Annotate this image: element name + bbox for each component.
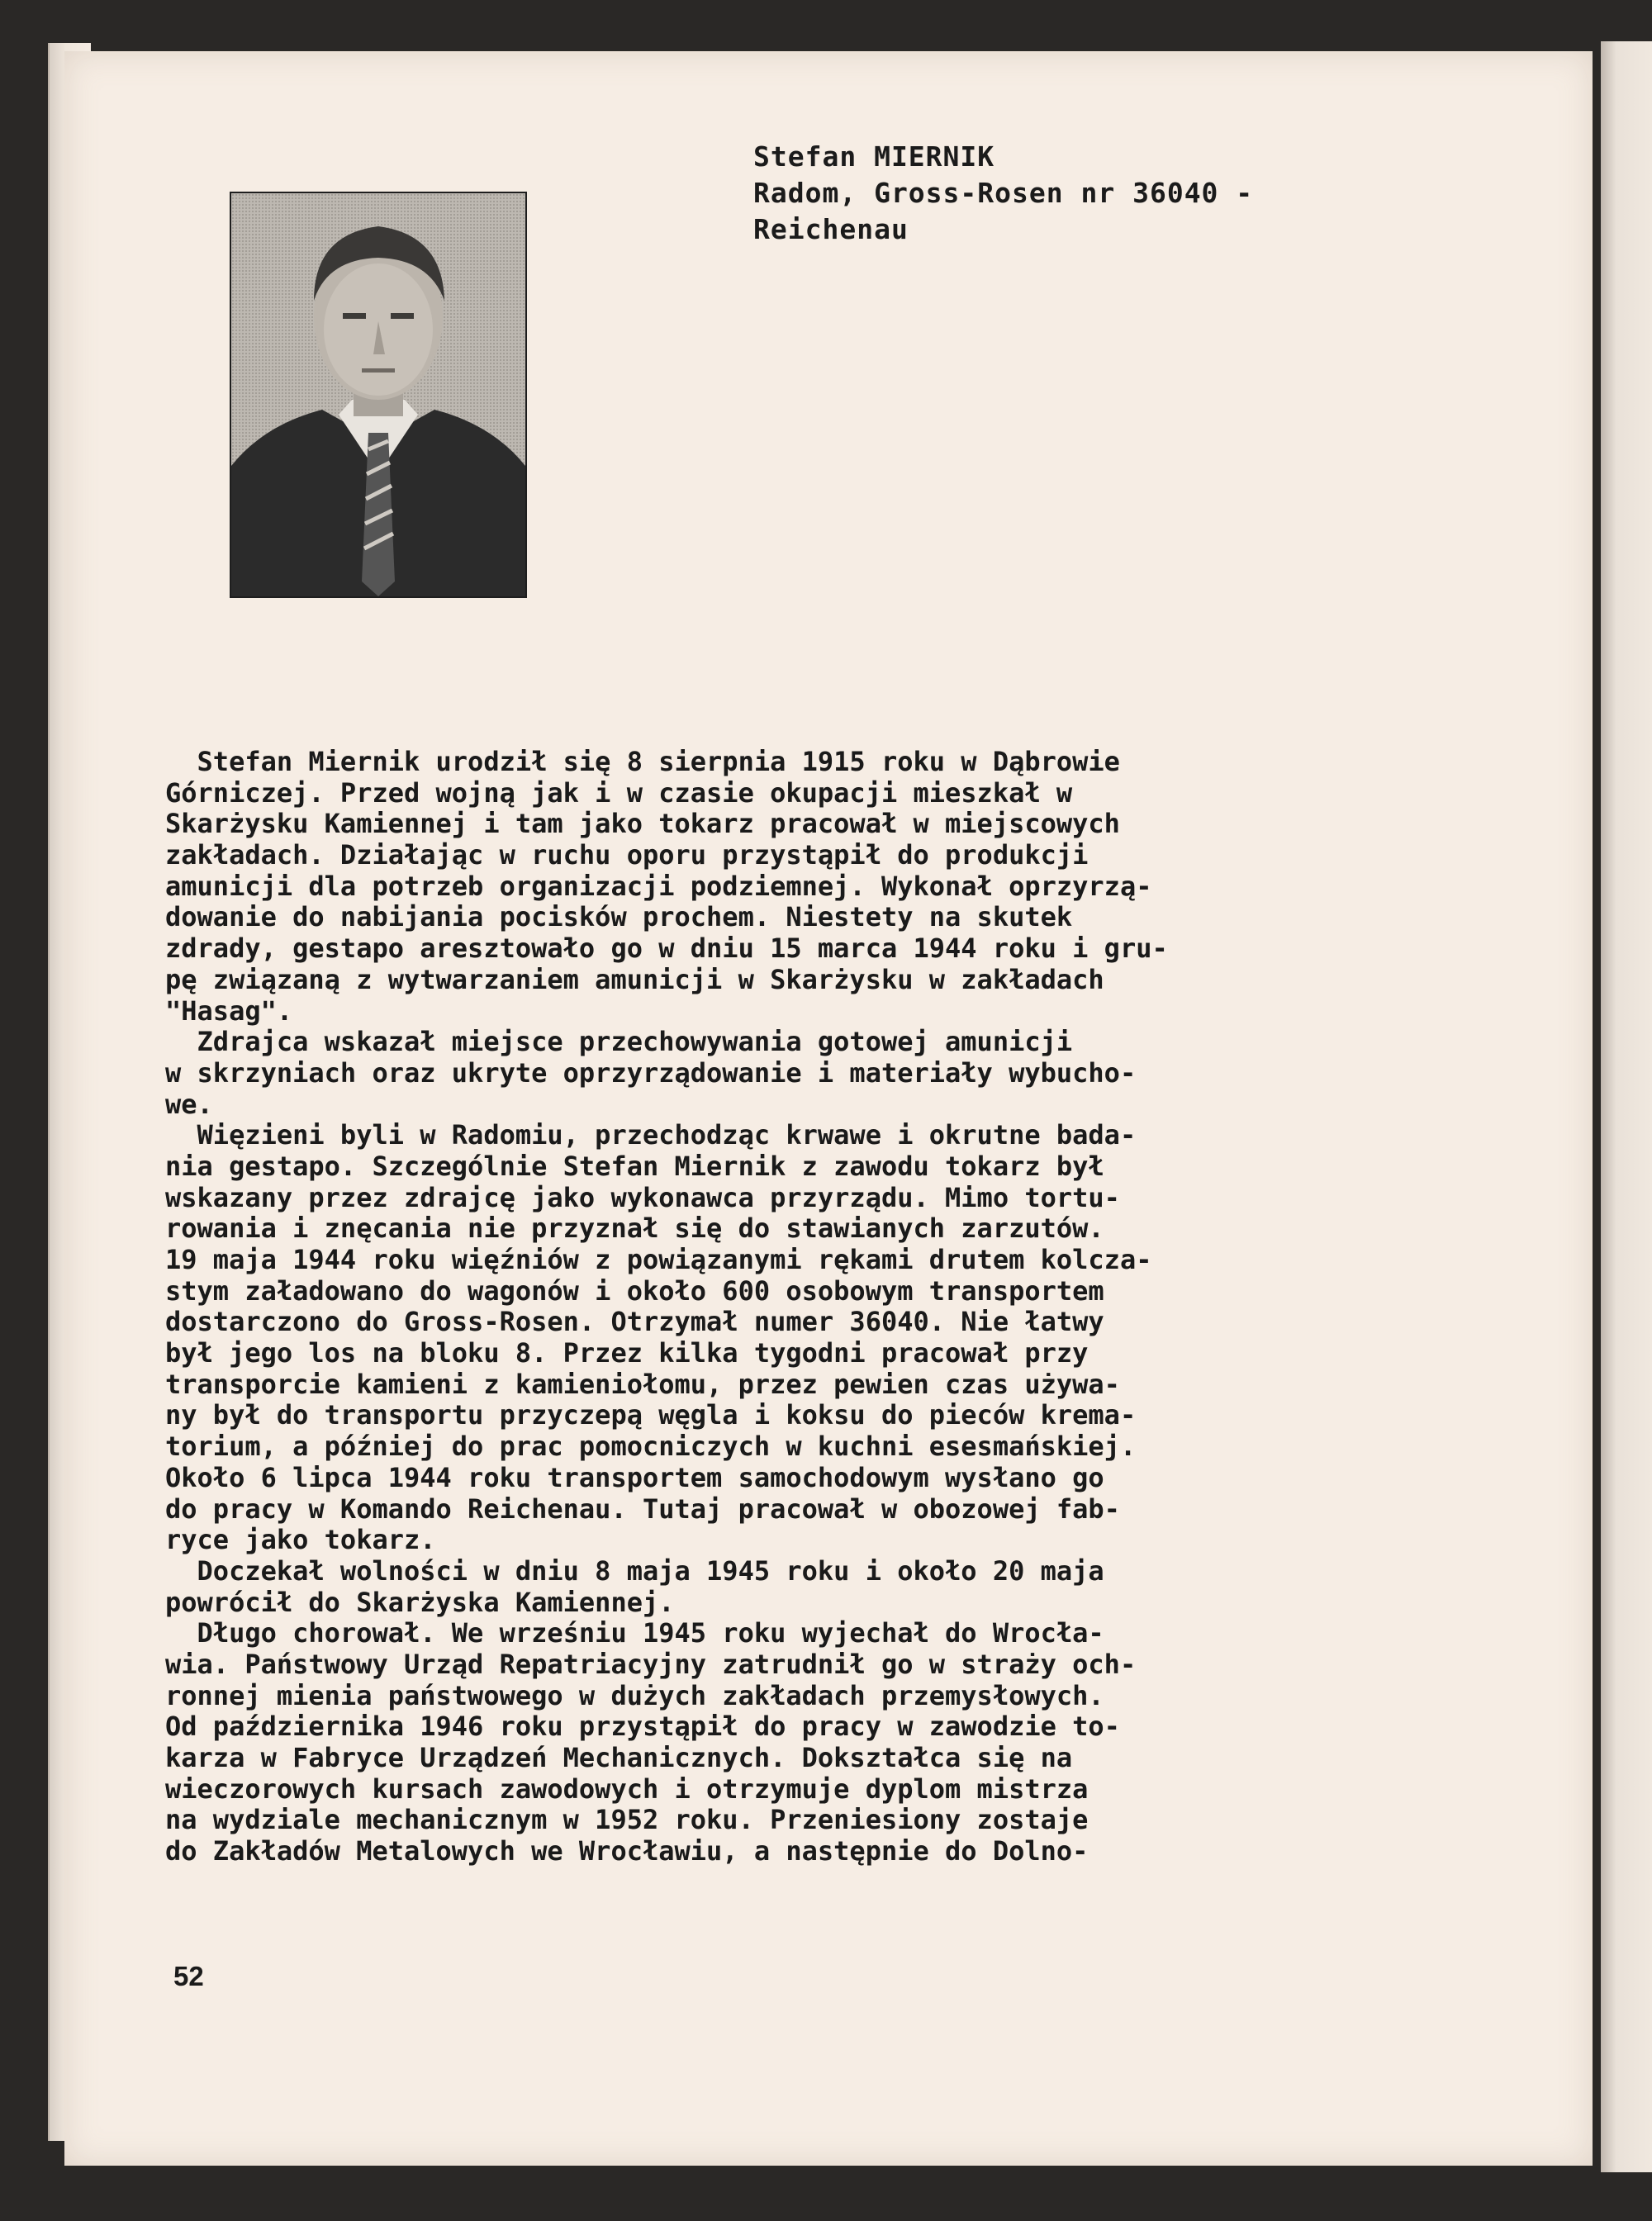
person-name: Stefan MIERNIK <box>753 140 995 173</box>
biography-text <box>165 747 1396 1867</box>
text-line: 19 maja 1944 roku więźniów z powiązanymi rękami drutem kolcza- <box>165 1244 1152 1275</box>
text-line: ryce jako tokarz. <box>165 1524 436 1556</box>
text-line: Około 6 lipca 1944 roku transportem samochodowym wysłano go <box>165 1461 1104 1493</box>
text-line: Górniczej. Przed wojną jak i w czasie okupacji mieszkał w <box>165 776 1073 809</box>
text-line: we. <box>165 1088 213 1120</box>
page-number: 52 <box>173 1961 204 1991</box>
text-line: Długo chorował. We wrześniu 1945 roku wyjechał do Wrocła- <box>165 1617 1104 1649</box>
text-line: nia gestapo. Szczególnie Stefan Miernik z zawodu tokarz był <box>165 1150 1104 1182</box>
text-line: dowanie do nabijania pocisków prochem. Niestety na skutek <box>165 901 1073 933</box>
text-line: rowania i znęcania nie przyznał się do stawianych zarzutów. <box>165 1213 1104 1245</box>
portrait-photo <box>230 192 527 598</box>
text-line: Od października 1946 roku przystąpił do pracy w zawodzie to- <box>165 1711 1120 1743</box>
facing-page-edge <box>1601 41 1652 2172</box>
person-camps-continued: Reichenau <box>753 213 909 245</box>
person-header <box>753 139 1414 248</box>
portrait-image <box>231 193 525 596</box>
text-line: do pracy w Komando Reichenau. Tutaj pracował w obozowej fab- <box>165 1493 1120 1525</box>
text-line: karza w Fabryce Urządzeń Mechanicznych. Dokształca się na <box>165 1742 1073 1773</box>
text-line: wskazany przez zdrajcę jako wykonawca przyrządu. Mimo tortu- <box>165 1181 1120 1213</box>
text-line: Więzieni byli w Radomiu, przechodząc krwawe i okrutne bada- <box>165 1119 1137 1151</box>
text-line: był jego los na bloku 8. Przez kilka tygodni pracował przy <box>165 1337 1089 1369</box>
text-line: ny był do transportu przyczepą węgla i koksu do pieców krema- <box>165 1399 1137 1431</box>
text-line: Zdrajca wskazał miejsce przechowywania gotowej amunicji <box>165 1026 1073 1058</box>
text-line: w skrzyniach oraz ukryte oprzyrządowanie i materiały wybucho- <box>165 1056 1137 1089</box>
text-line: stym załadowano do wagonów i około 600 osobowym transportem <box>165 1274 1104 1307</box>
text-line: dostarczono do Gross-Rosen. Otrzymał numer 36040. Nie łatwy <box>165 1306 1104 1338</box>
text-line: do Zakładów Metalowych we Wrocławiu, a następnie do Dolno- <box>165 1835 1089 1867</box>
text-line: wieczorowych kursach zawodowych i otrzymuje dyplom mistrza <box>165 1773 1089 1805</box>
text-line: zakładach. Działając w ruchu oporu przystąpił do produkcji <box>165 839 1089 871</box>
text-line: zdrady, gestapo aresztowało go w dniu 15 marca 1944 roku i gru- <box>165 933 1168 965</box>
text-line: transporcie kamieni z kamieniołomu, przez pewien czas używa- <box>165 1368 1120 1400</box>
text-line: "Hasag". <box>165 994 293 1027</box>
text-line: Doczekał wolności w dniu 8 maja 1945 roku i około 20 maja <box>165 1554 1104 1587</box>
text-line: Skarżysku Kamiennej i tam jako tokarz pracował w miejscowych <box>165 808 1120 840</box>
text-line: torium, a później do prac pomocniczych w kuchni esesmańskiej. <box>165 1431 1137 1463</box>
text-line: pę związaną z wytwarzaniem amunicji w Skarżysku w zakładach <box>165 963 1104 995</box>
person-camps: Radom, Gross-Rosen nr 36040 - <box>753 177 1254 209</box>
text-line: amunicji dla potrzeb organizacji podziemnej. Wykonał oprzyrzą- <box>165 870 1152 902</box>
text-line: powrócił do Skarżyska Kamiennej. <box>165 1586 675 1618</box>
text-line: wia. Państwowy Urząd Repatriacyjny zatrudnił go w straży och- <box>165 1648 1137 1680</box>
text-line: Stefan Miernik urodził się 8 sierpnia 1915 roku w Dąbrowie <box>165 746 1120 777</box>
text-line: ronnej mienia państwowego w dużych zakładach przemysłowych. <box>165 1679 1104 1711</box>
text-line: na wydziale mechanicznym w 1952 roku. Przeniesiony zostaje <box>165 1804 1089 1836</box>
